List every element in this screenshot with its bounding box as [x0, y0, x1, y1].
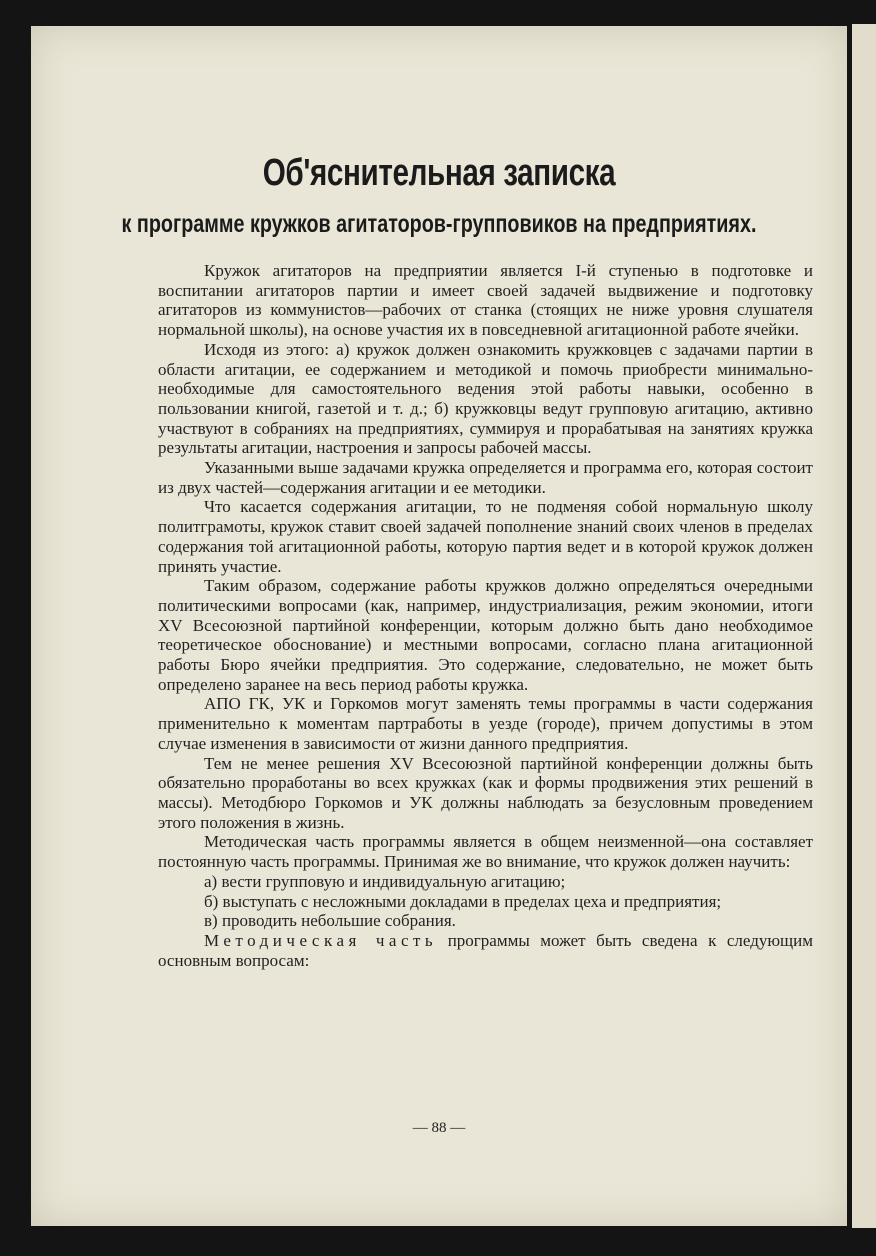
body-text [158, 261, 813, 970]
paragraph: Указанными выше задачами кружка определяется и программа его, которая состоит из двух частей—содержания агитации и ее методики. [158, 458, 813, 497]
page-subtitle: к программе кружков агитаторов-групповиков на предприятиях. [121, 210, 757, 238]
paragraph: Тем не менее решения XV Всесоюзной партийной конференции должны быть обязательно проработаны во всех кружках (как и формы продвижения этих решений в массы). Методбюро Горкомов и УК должны наблюдать за безусловным проведением этого положения в жизнь. [158, 753, 813, 832]
paragraph: АПО ГК, УК и Горкомов могут заменять темы программы в части содержания применительно к моментам партработы в уезде (городе), причем допустимы в этом случае изменения в зависимости от жизни данного предприятия. [158, 694, 813, 753]
paragraph: Методическая часть программы является в общем неизменной—она составляет постоянную часть программы. Принимая же во внимание, что кружок должен научить: [158, 832, 813, 872]
paragraph: Что касается содержания агитации, то не подменяя собой нормальную школу политграмоты, кружок ставит своей задачей пополнение знаний своих членов в пределах содержания той агитационной работы, которую партия ведет и в которой кружок должен принять участие. [158, 497, 813, 576]
list-item: а) вести групповую и индивидуальную агитацию; [204, 871, 566, 891]
adjacent-page-edge [852, 24, 876, 1228]
final-paragraph [158, 931, 813, 970]
list-item: б) выступать с несложными докладами в пределах цеха и предприятия; [204, 891, 722, 911]
spaced-emphasis: Методическая часть [204, 930, 438, 950]
document-page [31, 26, 847, 1226]
final-paragraph-text: программы может быть сведена к следующим основным вопросам: [158, 930, 813, 970]
paragraph: Кружок агитаторов на предприятии является І-й ступенью в подготовке и воспитании агитаторов партии и имеет своей задачей выдвижение и подготовку агитаторов из коммунистов—рабочих от станка (стоящих не ниже уровня слушателя нормальной школы), на основе участия их в повседневной агитационной работе ячейки. [158, 261, 813, 340]
paragraph: Исходя из этого: а) кружок должен ознакомить кружковцев с задачами партии в области агитации, ее содержанием и методикой и помочь приобрести минимально-необходимые для самостоятельного ведения этой работы навыки, особенно в пользовании книгой, газетой и т. д.; б) кружковцы ведут групповую агитацию, активно участвуют в собраниях на предприятиях, суммируя и прорабатывая на занятиях кружка результаты агитации, настроения и запросы рабочей массы. [158, 339, 813, 458]
paragraph: Таким образом, содержание работы кружков должно определяться очередными политическими вопросами (как, например, индустриализация, режим экономии, итоги XV Всесоюзной партийной конференции, которым должно быть дано необходимое теоретическое обоснование) и местными вопросами, согласно плана агитационной работы Бюро ячейки предприятия. Это содержание, следовательно, не может быть определено заранее на весь период работы кружка. [158, 576, 813, 694]
page-number: — 88 — [412, 1120, 466, 1136]
list-item: в) проводить небольшие собрания. [204, 911, 456, 931]
page-title: Об'яснительная записка [262, 152, 616, 194]
